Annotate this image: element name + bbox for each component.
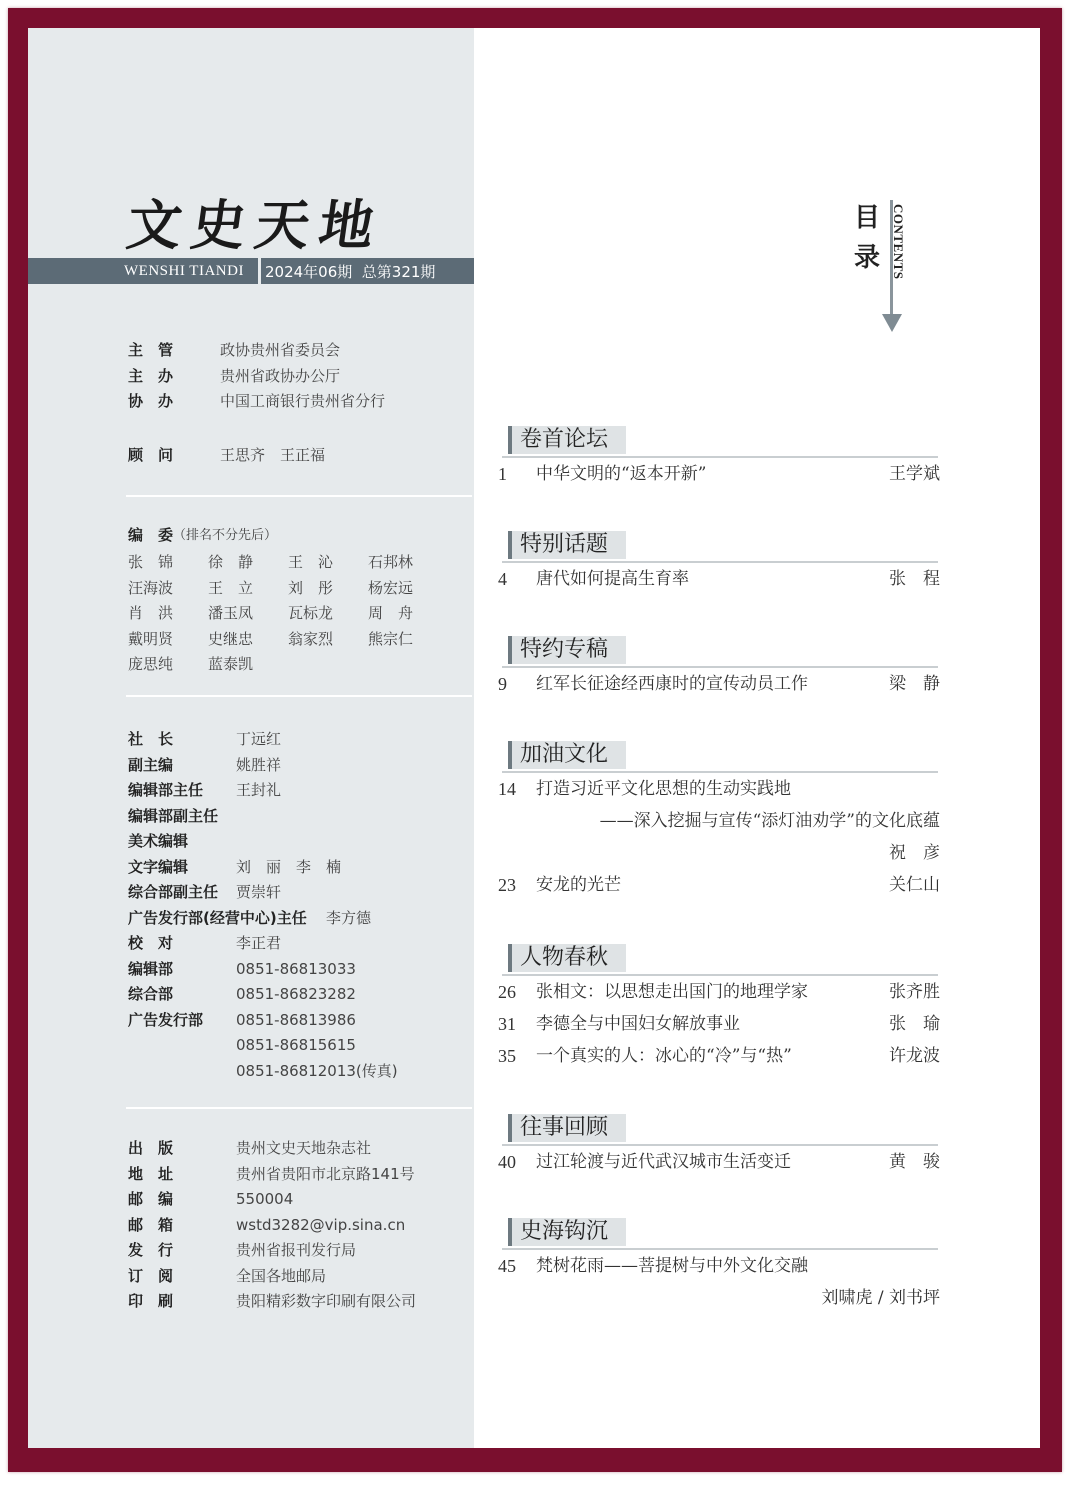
staff-list	[128, 727, 398, 1084]
board-member: 杨宏远	[368, 578, 414, 597]
staff-row	[128, 804, 398, 830]
article-author: 祝 彦	[889, 843, 940, 863]
board-row	[128, 550, 448, 576]
staff-role: 广告发行部(经营中心)主任	[128, 908, 307, 927]
board-member: 熊宗仁	[368, 629, 414, 648]
article-title: 唐代如何提高生育率	[536, 569, 689, 589]
publisher-row	[128, 1264, 416, 1290]
toc-section	[498, 531, 940, 595]
section-title: 特约专稿	[512, 636, 626, 664]
staff-role	[128, 1033, 236, 1059]
staff-row	[128, 1033, 398, 1059]
page-number: 45	[498, 1256, 516, 1276]
toc-entry[interactable]	[498, 869, 940, 901]
label: 编 委	[128, 526, 174, 544]
board-member: 周 舟	[368, 604, 414, 622]
section-title: 人物春秋	[512, 944, 626, 972]
publisher-value: 贵州省报刊发行局	[236, 1241, 357, 1259]
publisher-list	[128, 1136, 416, 1315]
staff-name: 刘 丽 李 楠	[236, 857, 342, 876]
board-member: 石邦林	[368, 553, 414, 571]
staff-name: 0851-86813986	[236, 1010, 356, 1029]
staff-name: 0851-86812013(传真)	[236, 1061, 398, 1080]
article-title: 梵树花雨——菩提树与中外文化交融	[536, 1256, 808, 1276]
staff-name: 姚胜祥	[236, 755, 282, 774]
staff-name: 0851-86813033	[236, 959, 356, 978]
value: 贵州省政协办公厅	[220, 366, 341, 385]
page-number: 40	[498, 1152, 516, 1172]
board-member: 徐 静	[208, 553, 254, 571]
staff-row	[128, 1008, 398, 1034]
divider	[126, 495, 472, 497]
board-row	[128, 601, 448, 627]
staff-name: 贾崇轩	[236, 883, 282, 901]
article-author: 张 程	[889, 569, 940, 589]
staff-row	[128, 727, 398, 753]
staff-role: 编辑部副主任	[128, 806, 219, 825]
staff-row	[128, 931, 398, 957]
board-member: 庞思纯	[128, 655, 174, 673]
publisher-value: 贵阳精彩数字印刷有限公司	[236, 1292, 417, 1310]
label: 顾 问	[128, 446, 174, 464]
publisher-row	[128, 1213, 416, 1239]
staff-name: 李方德	[326, 908, 372, 927]
publisher-row	[128, 1238, 416, 1264]
toc-section	[498, 426, 940, 490]
toc-entry[interactable]	[498, 1040, 940, 1072]
page-number: 31	[498, 1014, 516, 1034]
toc-section	[498, 1114, 940, 1178]
section-heading	[498, 636, 940, 664]
magazine-logo: 文史天地	[123, 193, 389, 257]
staff-row	[128, 957, 398, 983]
toc-section	[498, 636, 940, 700]
board-names	[128, 550, 448, 678]
page-number: 9	[498, 674, 507, 694]
publisher-value: 贵州省贵阳市北京路141号	[236, 1164, 415, 1183]
label: 主 办	[128, 366, 174, 385]
section-heading	[498, 741, 940, 769]
page-number: 14	[498, 779, 516, 799]
staff-name: 丁远红	[236, 730, 282, 748]
section-heading	[498, 531, 940, 559]
toc-entry[interactable]	[498, 1146, 940, 1178]
section-title: 特别话题	[512, 531, 626, 559]
staff-role	[128, 1059, 236, 1085]
staff-role: 校 对	[128, 934, 174, 952]
value: 王思齐 王正福	[220, 446, 326, 464]
article-author: 黄 骏	[889, 1152, 940, 1172]
staff-row	[128, 829, 398, 855]
note: （排名不分先后）	[173, 528, 278, 543]
toc-entry[interactable]	[498, 773, 940, 805]
article-author: 张齐胜	[889, 982, 940, 1002]
section-heading	[498, 426, 940, 454]
advisor	[128, 443, 325, 469]
sponsor-list	[128, 338, 385, 415]
staff-name: 0851-86815615	[236, 1036, 356, 1054]
toc-section	[498, 1218, 940, 1314]
staff-row	[128, 753, 398, 779]
section-title: 往事回顾	[512, 1114, 626, 1142]
article-title: 张相文：以思想走出国门的地理学家	[536, 982, 808, 1002]
board-member: 翁家烈	[288, 629, 334, 648]
staff-role: 社 长	[128, 730, 174, 748]
toc-entry[interactable]	[498, 668, 940, 700]
publisher-row	[128, 1187, 416, 1213]
board-member: 史继忠	[208, 629, 254, 648]
publisher-label: 发 行	[128, 1241, 174, 1259]
article-author: 张 瑜	[889, 1014, 940, 1034]
board-member: 肖 洪	[128, 604, 174, 622]
publisher-value: 全国各地邮局	[236, 1266, 327, 1285]
staff-role: 广告发行部	[128, 1010, 204, 1029]
board-member: 刘 彤	[288, 578, 334, 597]
publisher-label: 印 刷	[128, 1292, 174, 1310]
toc-entry[interactable]	[498, 458, 940, 490]
board-member: 瓦标龙	[288, 604, 334, 622]
magazine-page	[28, 28, 1040, 1448]
publisher-value: wstd3282@vip.sina.cn	[236, 1215, 406, 1234]
toc-section	[498, 944, 940, 1072]
board-member: 汪海波	[128, 578, 174, 597]
board-member: 潘玉凤	[208, 604, 254, 622]
board-member: 蓝泰凯	[208, 655, 254, 673]
toc-entry[interactable]	[498, 976, 940, 1008]
staff-role: 美术编辑	[128, 832, 189, 850]
board-row	[128, 576, 448, 602]
staff-role: 综合部副主任	[128, 883, 219, 901]
section-title: 史海钩沉	[512, 1218, 626, 1246]
publisher-value: 550004	[236, 1190, 294, 1208]
toc-entry[interactable]	[498, 1008, 940, 1040]
board-row	[128, 627, 448, 653]
article-title: 中华文明的“返本开新”	[536, 464, 707, 484]
board-member: 王 沁	[288, 553, 334, 571]
publisher-label: 邮 箱	[128, 1215, 174, 1234]
staff-name: 王封礼	[236, 781, 282, 799]
masthead-panel	[28, 28, 474, 1448]
staff-role: 编辑部主任	[128, 781, 204, 799]
board-member: 王 立	[208, 578, 254, 597]
staff-role: 综合部	[128, 985, 174, 1003]
section-heading	[498, 1114, 940, 1142]
contents-title: 目录	[854, 203, 881, 273]
value: 中国工商银行贵州省分行	[220, 392, 386, 410]
section-title: 卷首论坛	[512, 426, 626, 454]
board-heading	[128, 523, 277, 549]
staff-role: 编辑部	[128, 959, 174, 978]
staff-name: 0851-86823282	[236, 985, 356, 1003]
publisher-label: 邮 编	[128, 1190, 174, 1208]
article-author: 许龙波	[889, 1046, 940, 1066]
article-author: 刘啸虎 / 刘书坪	[821, 1288, 940, 1308]
toc-entry[interactable]	[498, 1250, 940, 1282]
staff-role: 副主编	[128, 755, 174, 774]
board-row	[128, 652, 448, 678]
publisher-row	[128, 1289, 416, 1315]
article-title: 红军长征途经西康时的宣传动员工作	[536, 674, 808, 694]
publisher-label: 出 版	[128, 1139, 174, 1157]
board-member: 张 锦	[128, 553, 174, 571]
publisher-value: 贵州文史天地杂志社	[236, 1139, 372, 1157]
page-number: 35	[498, 1046, 516, 1066]
issue-band	[28, 258, 474, 284]
arrow-down-icon	[882, 314, 902, 332]
article-title: 李德全与中国妇女解放事业	[536, 1014, 740, 1034]
label: 主 管	[128, 341, 174, 359]
article-title: 打造习近平文化思想的生动实践地	[536, 779, 791, 799]
staff-name: 李正君	[236, 934, 282, 952]
publisher-label: 地 址	[128, 1164, 174, 1183]
publisher-row	[128, 1136, 416, 1162]
staff-row	[128, 855, 398, 881]
section-title: 加油文化	[512, 741, 626, 769]
article-title: 安龙的光芒	[536, 875, 621, 895]
publisher-label: 订 阅	[128, 1266, 174, 1285]
issue-number: 2024年06期 总第321期	[265, 262, 436, 281]
staff-row	[128, 982, 398, 1008]
article-subtitle: ——深入挖掘与宣传“添灯油劝学”的文化底蕴	[599, 811, 940, 831]
staff-row	[128, 880, 398, 906]
publisher-row	[128, 1162, 416, 1188]
contents-english: CONTENTS	[891, 204, 906, 280]
article-author: 梁 静	[889, 674, 940, 694]
article-title: 一个真实的人：冰心的“冷”与“热”	[536, 1046, 792, 1066]
english-title: WENSHI TIANDI	[124, 262, 244, 279]
label: 协 办	[128, 392, 174, 410]
staff-row	[128, 778, 398, 804]
page-number: 1	[498, 464, 507, 484]
article-author: 王学斌	[889, 464, 940, 484]
divider	[126, 695, 472, 697]
page-number: 26	[498, 982, 516, 1002]
article-title: 过江轮渡与近代武汉城市生活变迁	[536, 1152, 791, 1172]
staff-row	[128, 906, 398, 932]
board-member: 戴明贤	[128, 629, 174, 648]
article-author: 关仁山	[889, 875, 940, 895]
section-heading	[498, 944, 940, 972]
staff-row	[128, 1059, 398, 1085]
page-number: 23	[498, 875, 516, 895]
divider	[126, 1107, 472, 1109]
section-heading	[498, 1218, 940, 1246]
toc-entry[interactable]	[498, 563, 940, 595]
staff-role: 文字编辑	[128, 857, 189, 876]
toc-section	[498, 741, 940, 901]
page-number: 4	[498, 569, 507, 589]
value: 政协贵州省委员会	[220, 341, 341, 359]
